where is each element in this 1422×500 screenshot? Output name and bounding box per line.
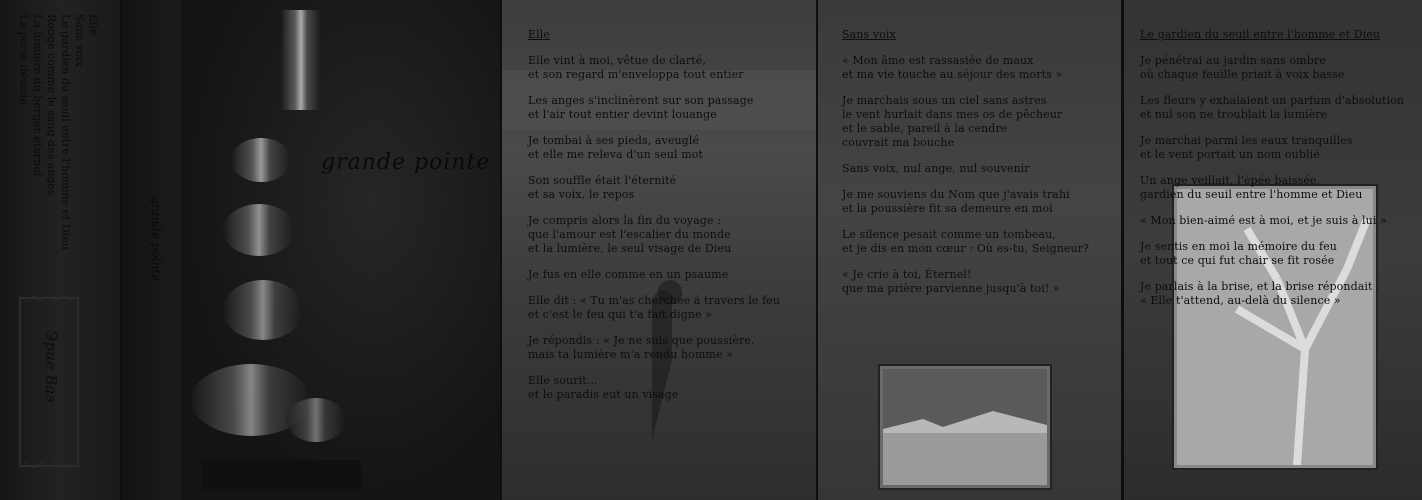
landscape-photo xyxy=(880,366,1050,488)
stanza: Le silence pesait comme un tombeau, et je dis en mon cœur : Où es-tu, Seigneur? xyxy=(842,228,1090,255)
song-title: Sans voix xyxy=(842,28,896,41)
label-logo: Эрие Ваз xyxy=(42,330,60,403)
stanza: Je pénétrai au jardin sans ombre où chaque feuille priait à voix basse xyxy=(1140,54,1345,81)
front-cover xyxy=(181,0,501,500)
stanza: Un ange veillait, l'épée baissée, gardien du seuil entre l'homme et Dieu xyxy=(1140,174,1363,201)
spine-band-logo: grande pointe xyxy=(149,196,163,282)
stanza: Je compris alors la fin du voyage : que l'amour est l'escalier du monde et la lumière, le seul visage de Dieu xyxy=(528,214,732,255)
spine-logo-panel xyxy=(120,0,181,500)
track-3: Le gardien du seuil entre l'homme et Dieu xyxy=(59,14,72,250)
stanza: Je fus en elle comme en un psaume xyxy=(528,268,729,281)
lyrics-panel-3 xyxy=(1124,0,1422,500)
stanza: « Mon âme est rassasiée de maux et ma vie touche au séjour des morts » xyxy=(842,54,1063,81)
stanza: Je répondis : « Je ne suis que poussière, mais ta lumière m'a rendu homme » xyxy=(528,334,755,361)
track-5: La lumière du berger éternel xyxy=(31,14,44,177)
track-4: Rouge comme le sang des anges xyxy=(45,14,58,196)
stanza: Sans voix, nul ange, nul souvenir xyxy=(842,162,1030,175)
song-elle xyxy=(528,28,808,414)
mountain-lake-image xyxy=(883,369,1047,485)
stanza: « Mon bien-aimé est à moi, et je suis à lui » xyxy=(1140,214,1387,227)
stanza: Je marchai parmi les eaux tranquilles et le vent portait un nom oublié xyxy=(1140,134,1353,161)
stanza: Les anges s'inclinèrent sur son passage et l'air tout entier devint louange xyxy=(528,94,754,121)
stanza: Je me souviens du Nom que j'avais trahi et la poussière fit sa demeure en moi xyxy=(842,188,1070,215)
stanza: Je tombai à ses pieds, aveuglé et elle me releva d'un seul mot xyxy=(528,134,704,161)
band-logo: grande pointe xyxy=(321,150,491,175)
song-title: Le gardien du seuil entre l'homme et Dieu xyxy=(1140,28,1381,41)
song-sans-voix xyxy=(842,28,1112,308)
stanza: Je sentis en moi la mémoire du feu et tout ce qui fut chair se fit rosée xyxy=(1140,240,1337,267)
stanza: Je parlais à la brise, et la brise répondait : « Elle t'attend, au-delà du silence » xyxy=(1140,280,1380,307)
stanza: Je marchais sous un ciel sans astres le vent hurlait dans mes os de pêcheur et le sable, pareil à la cendre couvrait ma bouche xyxy=(842,94,1063,149)
lyrics-panel-1 xyxy=(502,0,817,500)
stanza: Les fleurs y exhalaient un parfum d'absolution et nul son ne troublait la lumière xyxy=(1140,94,1405,121)
spine-panel xyxy=(0,0,120,500)
bottle-image xyxy=(181,0,501,500)
stanza: Elle dit : « Tu m'as cherchée à travers le feu et c'est le feu qui t'a fait digne » xyxy=(528,294,781,321)
track-6: La porte dévoile xyxy=(17,14,30,105)
track-2: Sans voix xyxy=(73,14,86,67)
stanza: Elle vint à moi, vêtue de clarté, et son regard m'enveloppa tout entier xyxy=(528,54,744,81)
tracklist xyxy=(16,14,100,250)
stanza: Elle sourit... et le paradis eut un visage xyxy=(528,374,679,401)
lyrics-panel-2 xyxy=(818,0,1123,500)
song-gardien xyxy=(1140,28,1416,320)
stanza: « Je crie à toi, Éternel! que ma prière parvienne jusqu'à toi! » xyxy=(842,268,1060,295)
song-title: Elle xyxy=(528,28,550,41)
stanza: Son souffle était l'éternité et sa voix, le repos xyxy=(528,174,677,201)
track-1: Elle xyxy=(87,14,100,36)
